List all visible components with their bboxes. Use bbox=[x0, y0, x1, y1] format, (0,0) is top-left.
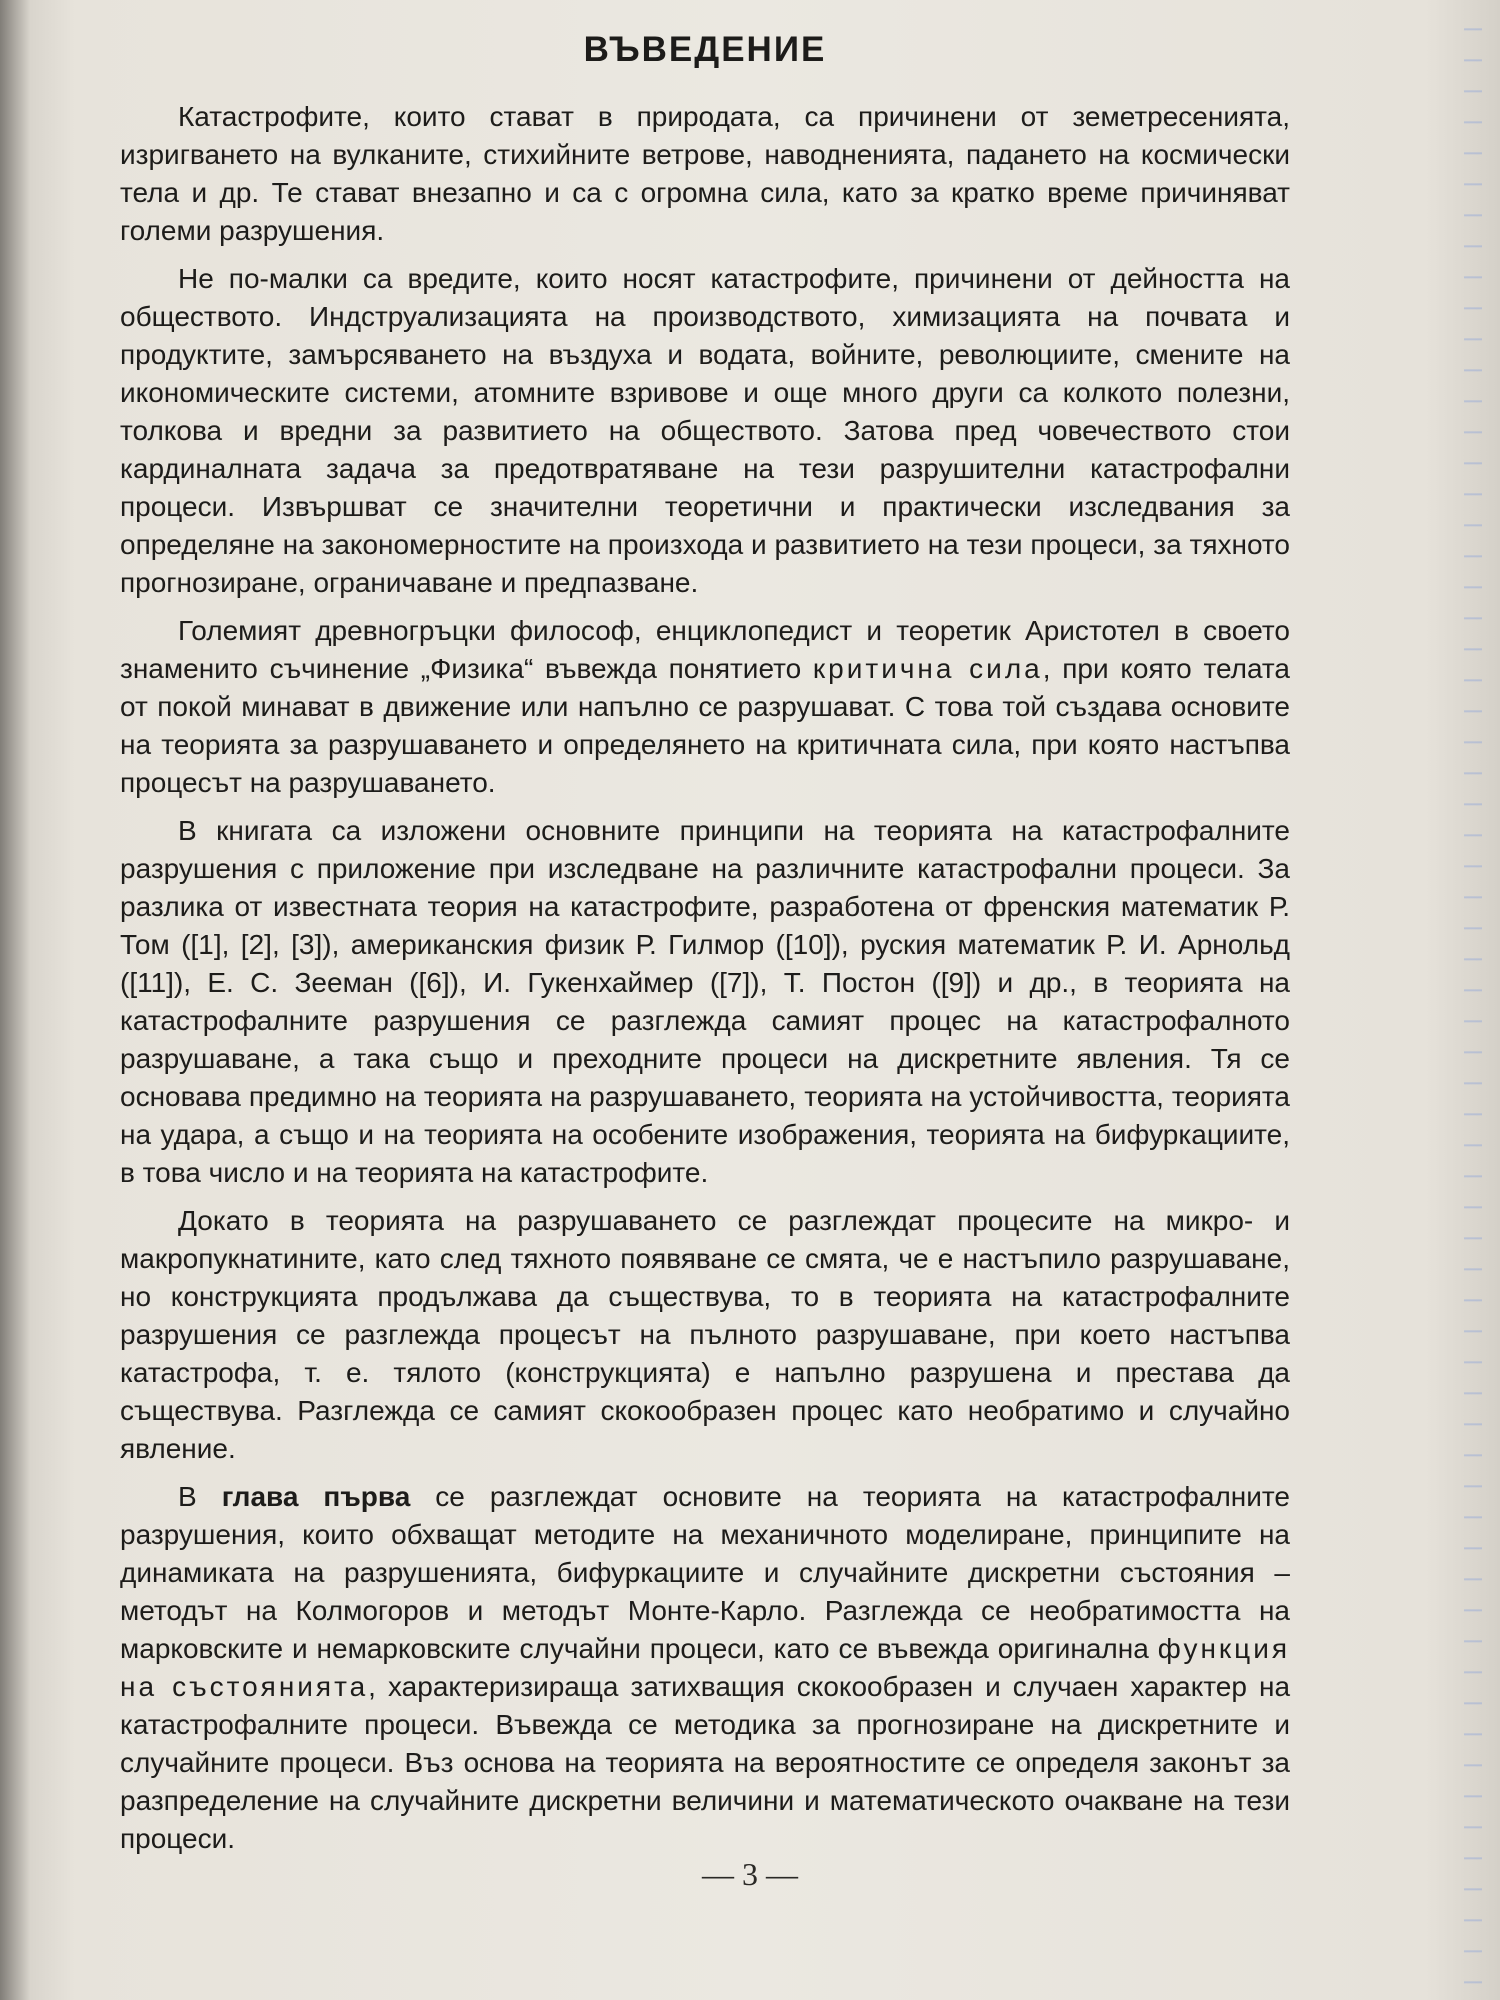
paragraph-5: Докато в теорията на разрушаването се разглеждат процесите на микро- и макропукнатините, като след тяхното появяване се смята, че е настъпило разрушаване, но конструкцията продължава да съществува, то в теорията на катастрофалните разрушения се разглежда процесът на пълното разрушаване, при което настъпва катастрофа, т. е. тялото (конструкцията) е напълно разрушена и престава да съществува. Разглежда се самият скокообразен процес като необратимо и случайно явление. bbox=[120, 1205, 1290, 1464]
paragraph-6-lead: В bbox=[178, 1481, 222, 1512]
paragraph-4: В книгата са изложени основните принципи на теорията на катастрофалните разрушения с приложение при изследване на различните катастрофални процеси. За разлика от известната теория на катастрофите, разработена от френския математик Р. Том ([1], [2], [3]), американския физик Р. Гилмор ([10]), руския математик Р. И. Арнольд ([11]), Е. С. Зееман ([6]), И. Гукенхаймер ([7]), Т. Постон ([9]) и др., в теорията на катастрофалните разрушения се разглежда самият процес на катастрофалното разрушаване, а така също и преходните процеси на дискретните явления. Тя се основава предимно на теорията на разрушаването, теорията на устойчивостта, теорията на удара, а също и на теорията на особените изображения, теорията на бифуркациите, в това число и на теорията на катастрофите. bbox=[120, 815, 1290, 1188]
page-number: — 3 — bbox=[702, 1856, 798, 1892]
page-edge-marks bbox=[1464, 0, 1482, 2000]
paragraph-6 bbox=[120, 1478, 1290, 1858]
paragraph-3-text-end: , при която телата от покой минават в движение или напълно се разрушават. С това той създава основите на теорията за разрушаването и определянето на критичната сила, при която настъпва процесът на разрушаването. bbox=[120, 653, 1290, 798]
state-function-term: функция на състоянията bbox=[120, 1633, 1290, 1702]
paragraph-1: Катастрофите, които стават в природата, са причинени от земетресенията, изригването на вулканите, стихийните ветрове, наводненията, падането на космически тела и др. Те стават внезапно и са с огромна сила, като за кратко време причиняват големи разрушения. bbox=[120, 101, 1290, 246]
paragraph-2: Не по-малки са вредите, които носят катастрофите, причинени от дейността на обществото. Индструализацията на производството, химизацията на почвата и продуктите, замърсяването на въздуха и водата, войните, революциите, смените на икономическите системи, атомните взривове и още много други са колкото полезни, толкова и вредни за развитието на обществото. Затова пред човечеството стои кардиналната задача за предотвратяване на тези разрушителни катастрофални процеси. Извършват се значителни теоретични и практически изследвания за определяне на закономерностите на произхода и развитието на тези процеси, за тяхното прогнозиране, ограничаване и предпазване. bbox=[120, 263, 1290, 598]
chapter-one-term: глава първа bbox=[221, 1481, 411, 1512]
paragraph-6-text-end: , характеризираща затихващия скокообразен и случаен характер на катастрофалните процеси. Въвежда се методика за прогнозиране на дискретните и случайните процеси. Въз основа на теорията на вероятностите се определя законът за разпределение на случайните дискретни величини и математическото очакване на тези процеси. bbox=[120, 1671, 1291, 1854]
paragraph-6-text-middle: се разглеждат основите на теорията на катастрофалните разрушения, които обхващат методите на механичното моделиране, принципите на динамиката на разрушенията, бифуркациите и случайните дискретни състояния – методът на Колмогоров и методът Монте-Карло. Разглежда се необратимостта на марковските и немарковските случайни процеси, като се въвежда оригинална bbox=[120, 1481, 1290, 1664]
paragraph-3 bbox=[120, 612, 1290, 802]
page-content bbox=[120, 30, 1290, 1868]
critical-force-term: критична сила bbox=[812, 653, 1043, 684]
paragraph-3-text-start: Големият древногръцки философ, енциклопедист и теоретик Аристотел в своето знаменито съчинение „Физика“ въвежда понятието bbox=[120, 615, 1290, 684]
page-fold-shadow bbox=[0, 0, 30, 2000]
page-title: ВЪВЕДЕНИЕ bbox=[583, 30, 827, 69]
